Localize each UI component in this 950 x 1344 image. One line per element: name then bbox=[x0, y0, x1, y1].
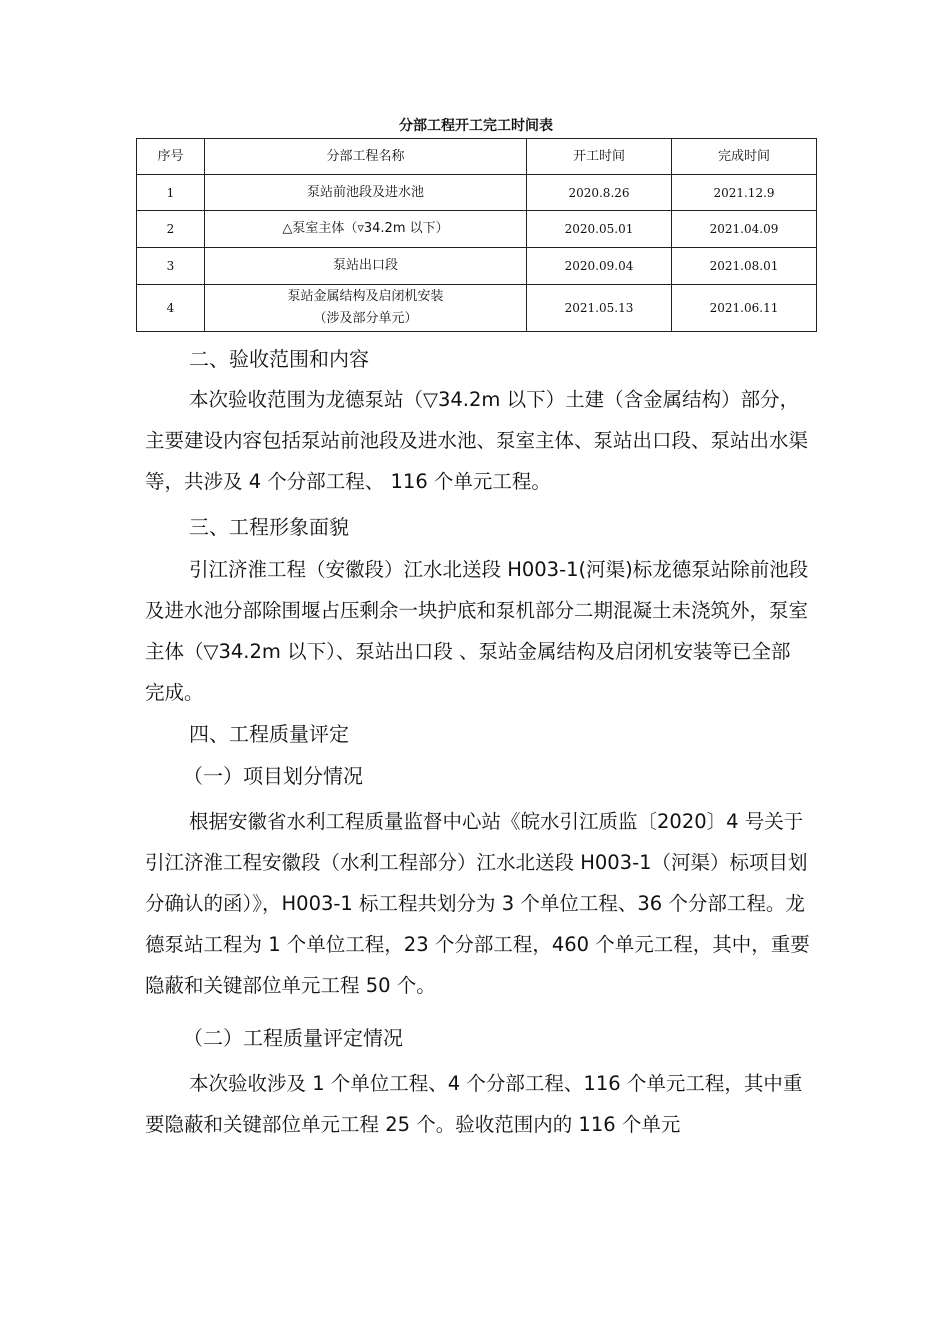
section-heading: 二、验收范围和内容 bbox=[189, 347, 369, 371]
cell-no: 1 bbox=[137, 175, 205, 211]
cell-no: 3 bbox=[137, 248, 205, 285]
table-row bbox=[137, 248, 817, 285]
table-row bbox=[137, 175, 817, 211]
cell-name-line: 泵站金属结构及启闭机安装 bbox=[287, 289, 444, 304]
header-name: 分部工程名称 bbox=[205, 139, 527, 175]
table-caption: 分部工程开工完工时间表 bbox=[399, 118, 553, 134]
cell-name: △泵室主体（▿34.2m 以下） bbox=[205, 211, 527, 248]
cell-start: 2020.05.01 bbox=[527, 211, 672, 248]
cell-start: 2020.09.04 bbox=[527, 248, 672, 285]
cell-name bbox=[205, 285, 527, 332]
section-heading: 四、工程质量评定 bbox=[189, 722, 349, 746]
cell-name: 泵站前池段及进水池 bbox=[205, 175, 527, 211]
section-paragraph: 根据安徽省水利工程质量监督中心站《皖水引江质监〔2020〕4 号关于引江济淮工程安徽段（水利工程部分）江水北送段 H003-1（河渠）标项目划分确认的函）》，H003-1 标工程共划分为 3 个单位工程、36 个分部工程。龙德泵站工程为 1 个单位工程，23 个分部工程，460 个单元工程，其中，重要隐蔽和关键部位单元工程 50 个。 bbox=[145, 810, 810, 997]
section-paragraph: 本次验收涉及 1 个单位工程、4 个分部工程、116 个单元工程，其中重要隐蔽和关键部位单元工程 25 个。验收范围内的 116 个单元 bbox=[145, 1072, 803, 1136]
cell-end: 2021.04.09 bbox=[672, 211, 817, 248]
header-no: 序号 bbox=[137, 139, 205, 175]
table-header-row bbox=[137, 139, 817, 175]
schedule-table bbox=[136, 138, 817, 332]
subsection-heading: （一）项目划分情况 bbox=[183, 764, 363, 788]
cell-end: 2021.12.9 bbox=[672, 175, 817, 211]
header-start: 开工时间 bbox=[527, 139, 672, 175]
section-heading: 三、工程形象面貌 bbox=[189, 515, 349, 539]
cell-no: 2 bbox=[137, 211, 205, 248]
subsection-heading: （二）工程质量评定情况 bbox=[183, 1026, 403, 1050]
cell-name-line: （涉及部分单元） bbox=[313, 311, 418, 326]
cell-start: 2020.8.26 bbox=[527, 175, 672, 211]
cell-name: 泵站出口段 bbox=[205, 248, 527, 285]
cell-start: 2021.05.13 bbox=[527, 285, 672, 332]
cell-end: 2021.06.11 bbox=[672, 285, 817, 332]
header-end: 完成时间 bbox=[672, 139, 817, 175]
cell-no: 4 bbox=[137, 285, 205, 332]
table-row bbox=[137, 285, 817, 332]
cell-end: 2021.08.01 bbox=[672, 248, 817, 285]
section-paragraph: 引江济淮工程（安徽段）江水北送段 H003-1(河渠)标龙德泵站除前池段及进水池分部除围堰占压剩余一块护底和泵机部分二期混凝土未浇筑外，泵室主体（▽34.2m 以下）、泵站出口段 、泵站金属结构及启闭机安装等已全部完成。 bbox=[145, 558, 809, 704]
section-paragraph: 本次验收范围为龙德泵站（▽34.2m 以下）土建（含金属结构）部分，主要建设内容包括泵站前池段及进水池、泵室主体、泵站出口段、泵站出水渠等，共涉及 4 个分部工程、 116 个单元工程。 bbox=[145, 388, 809, 493]
table-row bbox=[137, 211, 817, 248]
